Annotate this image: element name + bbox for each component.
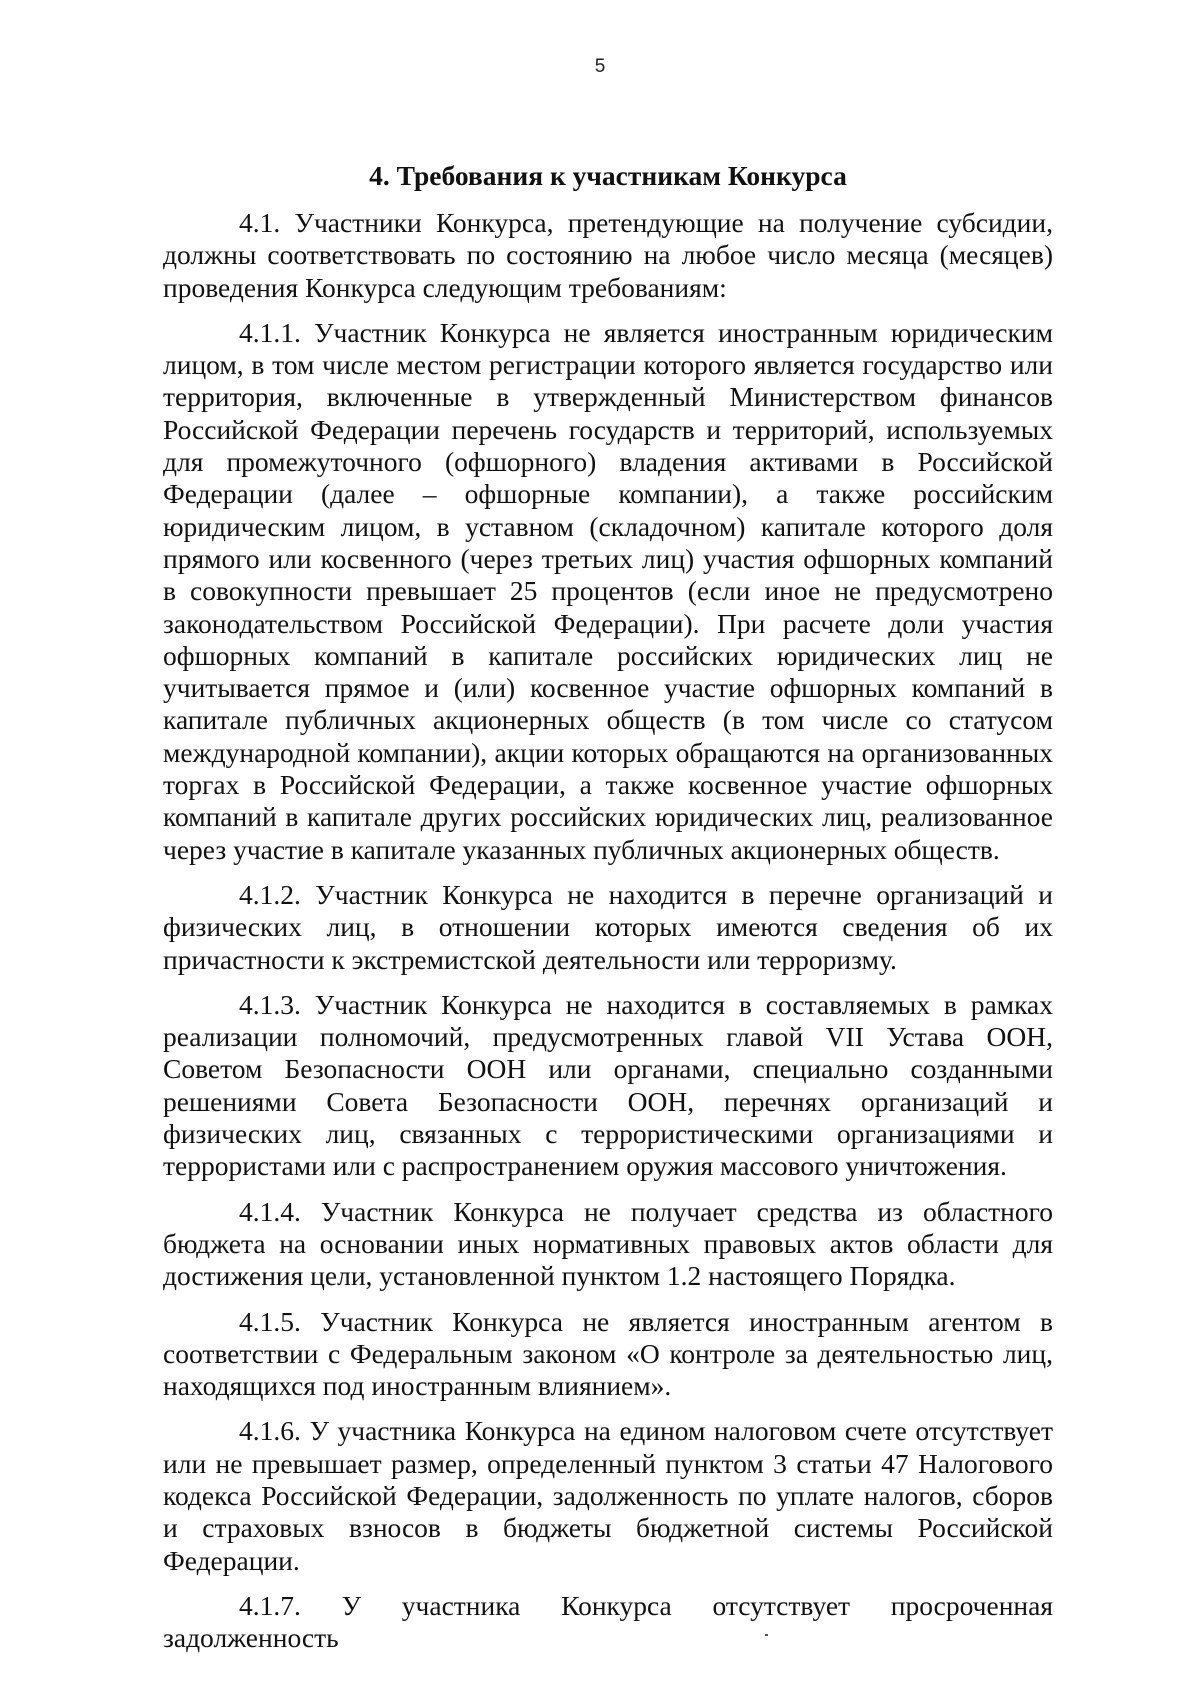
paragraph-4-1-1: 4.1.1. Участник Конкурса не является иностранным юридическим лицом, в том числе местом регистрации которого является государство или территория, включенные в утвержденный Министерством финансов Российской Федерации перечень государств и территорий, используемых для промежуточного (офшорного) владения активами в Российской Федерации (далее – офшорные компании), а также российским юридическим лицом, в уставном (складочном) капитале которого доля прямого или косвенного (через третьих лиц) участия офшорных компаний в совокупности превышает 25 процентов (если иное не предусмотрено законодательством Российской Федерации). При расчете доли участия офшорных компаний в капитале российских юридических лиц не учитывается прямое и (или) косвенное участие офшорных компаний в капитале публичных акционерных обществ (в том числе со статусом международной компании), акции которых обращаются на организованных торгах в Российской Федерации, а также косвенное участие офшорных компаний в капитале других российских юридических лиц, реализованное через участие в капитале указанных публичных акционерных обществ. [163,316,1053,865]
page-number: 5 [594,56,606,77]
paragraph-4-1-3: 4.1.3. Участник Конкурса не находится в составляемых в рамках реализации полномочий, предусмотренных главой VII Устава ООН, Советом Безопасности ООН или органами, специально созданными решениями Совета Безопасности ООН, перечнях организаций и физических лиц, связанных с террористическими организациями и террористами или с распространением оружия массового уничтожения. [163,988,1053,1182]
document-body [163,207,1053,1654]
paragraph-4-1-7: 4.1.7. У участника Конкурса отсутствует просроченная задолженность [163,1589,1053,1654]
paragraph-4-1-2: 4.1.2. Участник Конкурса не находится в перечне организаций и физических лиц, в отношении которых имеются сведения об их причастности к экстремистской деятельности или терроризму. [163,878,1053,975]
paragraph-4-1-6: 4.1.6. У участника Конкурса на едином налоговом счете отсутствует или не превышает размер, определенный пунктом 3 статьи 47 Налогового кодекса Российской Федерации, задолженность по уплате налогов, сборов и страховых взносов в бюджеты бюджетной системы Российской Федерации. [163,1415,1053,1576]
scan-speck [765,1634,768,1636]
paragraph-4-1: 4.1. Участники Конкурса, претендующие на получение субсидии, должны соответствовать по состоянию на любое число месяца (месяцев) проведения Конкурса следующим требованиям: [163,207,1053,303]
paragraph-4-1-4: 4.1.4. Участник Конкурса не получает средства из областного бюджета на основании иных нормативных правовых актов области для достижения цели, установленной пунктом 1.2 настоящего Порядка. [163,1195,1053,1292]
section-title: 4. Требования к участникам Конкурса [369,160,847,191]
paragraph-4-1-5: 4.1.5. Участник Конкурса не является иностранным агентом в соответствии с Федеральным законом «О контроле за деятельностью лиц, находящихся под иностранным влиянием». [163,1305,1053,1402]
